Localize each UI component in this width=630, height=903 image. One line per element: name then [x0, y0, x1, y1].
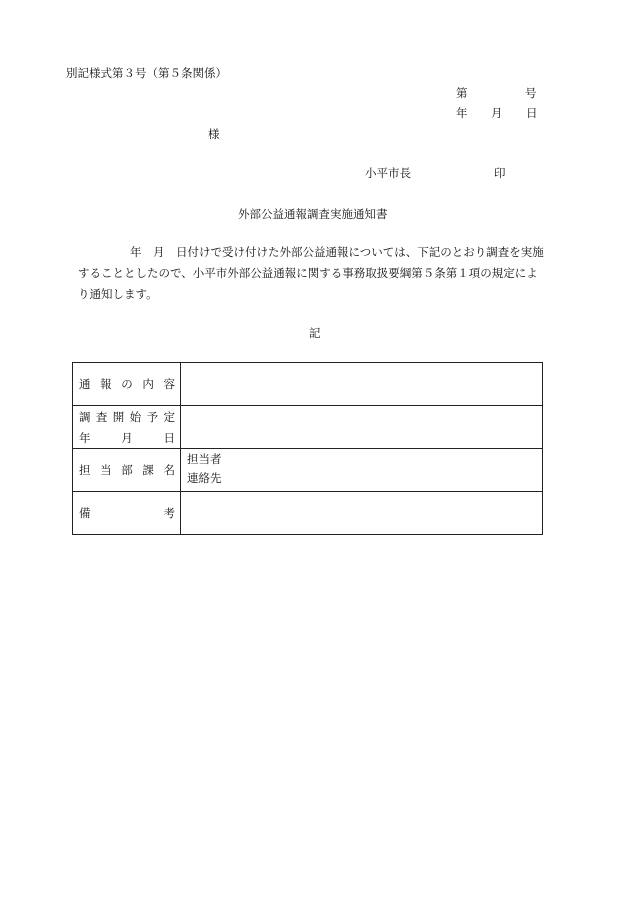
row-label: 担 当 部 課 名: [79, 463, 175, 477]
date-year: 年: [456, 106, 468, 120]
table-row: [73, 406, 543, 449]
sender-name: 小平市長: [365, 166, 411, 180]
label-char: 容: [163, 377, 175, 391]
row-label: 備 考: [79, 506, 175, 520]
label-cell: [73, 406, 181, 449]
label-cell: [73, 449, 181, 492]
doc-number-prefix: 第: [456, 86, 468, 100]
department-field[interactable]: [181, 449, 543, 492]
label-char: 通: [79, 377, 91, 391]
date-month: 月: [491, 106, 503, 120]
body-paragraph: [78, 242, 548, 305]
person-in-charge-label: 担当者: [187, 452, 222, 466]
body-line: 年 月 日付けで受け付けた外部公益通報については、下記のとおり調査を実施: [130, 245, 544, 259]
contact-label: 連絡先: [187, 470, 222, 485]
seal-mark: 印: [494, 166, 506, 180]
remarks-field[interactable]: [181, 492, 543, 535]
label-char: 内: [142, 377, 154, 391]
content-field[interactable]: [181, 363, 543, 406]
row-label-line2: 年 月 日: [79, 430, 175, 445]
table-row: [73, 363, 543, 406]
start-date-field[interactable]: [181, 406, 543, 449]
row-label: [79, 376, 175, 392]
body-line: り通知します。: [78, 287, 158, 301]
label-char: の: [121, 377, 133, 391]
table-row: [73, 449, 543, 492]
addressee-suffix: 様: [208, 127, 220, 141]
notice-table: [72, 362, 543, 535]
document-title: 外部公益通報調査実施通知書: [238, 207, 388, 221]
doc-number-suffix: 号: [525, 86, 537, 100]
date-day: 日: [526, 106, 538, 120]
table-row: [73, 492, 543, 535]
form-label: 別記様式第３号（第５条関係）: [66, 66, 227, 80]
ki-heading: 記: [309, 326, 321, 340]
label-cell: [73, 492, 181, 535]
row-label-line1: 調 査 開 始 予 定: [79, 409, 175, 424]
body-line: することとしたので、小平市外部公益通報に関する事務取扱要綱第５条第１項の規定によ: [78, 266, 538, 280]
label-char: 報: [100, 377, 112, 391]
label-cell: [73, 363, 181, 406]
